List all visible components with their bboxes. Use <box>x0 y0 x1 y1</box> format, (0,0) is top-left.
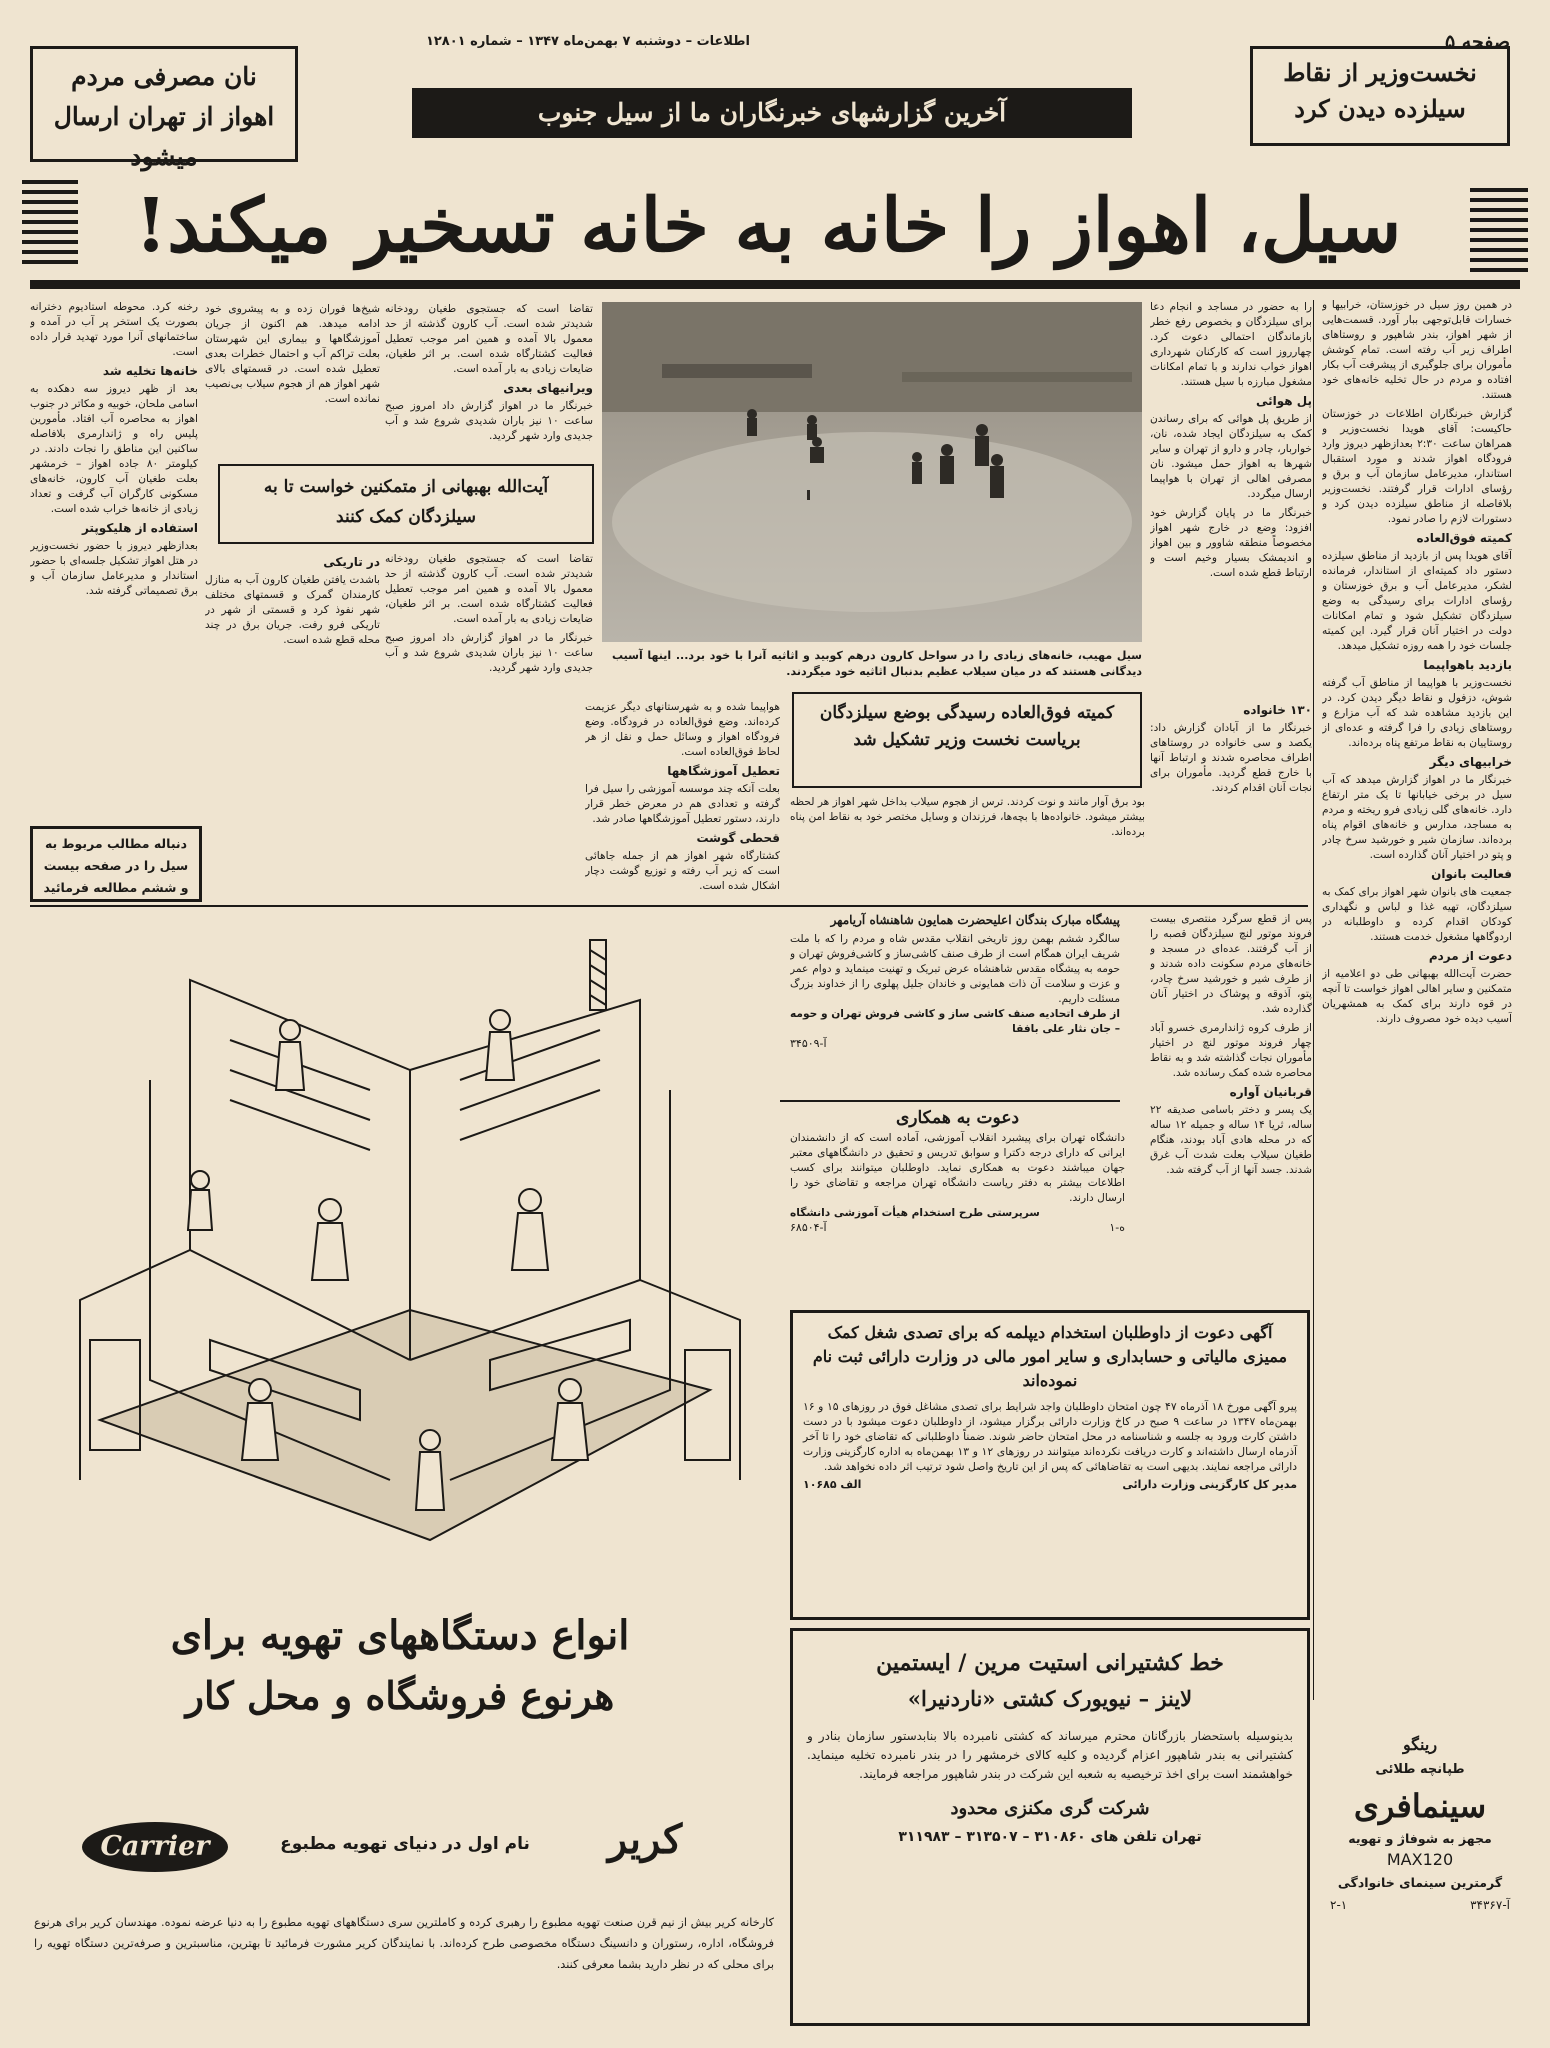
column-divider <box>1313 300 1314 1700</box>
invite-code-left: آ-۶۸۵۰۴ <box>790 1221 827 1234</box>
cinemafery-ad <box>1330 1735 1510 2025</box>
shipping-line-ad <box>790 1628 1310 2026</box>
cinema-code-right: آ-۳۴۳۶۷ <box>1470 1898 1510 1912</box>
shipping-phones: تهران تلفن های ۳۱۰۸۶۰ – ۳۱۳۵۰۷ – ۳۱۱۹۸۳ <box>898 1829 1202 1845</box>
subhead-air-bridge: پل هوائی <box>1256 394 1312 408</box>
subhead-further-ruin: ویرانیهای بعدی <box>503 381 593 395</box>
section-rule <box>30 905 1308 907</box>
carrier-brand-fa: کریر <box>607 1816 683 1863</box>
felicitation-signature: از طرف اتحادیه صنف کاشی ساز و کاشی فروش تهران و حومه – جان نثار علی بافقا <box>790 1008 1120 1035</box>
felicitation-ad <box>790 912 1120 1097</box>
felicitation-body: سالگرد ششم بهمن روز تاریخی انقلاب مقدس شاه و مردم را که با ملت شریف ایران همگام است از طرف صنف کاشی‌ساز و کاشی‌فروش تهران و حومه به پیشگاه مقدس شاهنشاه عرض تبریک و تهنیت مینماید و دوام عمر و عزت و سلامت آن ذات همایونی و خاندان جلیل پهلوی را از خداوند بزرگ مسئلت داریم. <box>790 933 1120 1005</box>
subhead-130-families: ۱۳۰ خانواده <box>1243 703 1312 717</box>
cinema-line1: طپانچه طلائی <box>1375 1762 1465 1777</box>
carrier-body: کارخانه کریر بیش از نیم قرن صنعت تهویه مطبوع را رهبری کرده و کاملترین سری دستگاههای تهویه مطبوع را به دنیا عرضه نموده. مهندسان کریر برای هرنوع فروشگاه، اداره، رستوران و دانسینگ دستگاه مخصوصی طرح کرده‌اند. با نمایندگان کریر مشورت فرمائید تا بهترین، مناسبترین و صرفه‌ترین دستگاه تهویه را برای محلی که در نظر دارید بشما معرفی کنند. <box>34 1916 774 1971</box>
cinema-brand: رینگو <box>1402 1735 1438 1754</box>
invite-code-right: ه-۱ <box>1109 1221 1125 1234</box>
article-column-3: تقاضا است که جستجوی طغیان رودخانه شدیدتر شده است. آب کارون گذشته از حد معمول بالا آمده و همین امر موجب تعطیل فعالیت کشتارگاه شده است. بر اثر طغیان، ضایعات زیادی به بار آمده است. ویرانیهای بعدی خبرنگار ما در اهواز گزارش داد امروز صبح ساعت ۱۰ نیز باران شدیدی شروع شد و آب جدیدی وارد شهر گردید. <box>385 303 593 442</box>
committee-formed-box: کمیته فوق‌العاده رسیدگی بوضع سیلزدگان بریاست نخست وزیر تشکیل شد <box>792 692 1142 788</box>
flood-photo <box>602 302 1142 642</box>
article-column-4: شیخ‌ها فوران زده و به پیشروی خود ادامه میدهد. هم اکنون از جریان آموزشگاهها و بیماری این شهرستان بعلت تراکم آب و احتمال خطرات بعدی تعطیل شده است. در قسمتهای بالای شهر اهواز هم از هجوم سیلاب بی‌نصیب نمانده است. <box>205 303 380 405</box>
recruit-body: پیرو آگهی مورخ ۱۸ آذرماه ۴۷ چون امتحان داوطلبان واجد شرایط برای تصدی مشاغل فوق در روزهای ۱۵ و ۱۶ بهمن‌ماه ۱۳۴۷ در ساعت ۹ صبح در کاخ وزارت دارائی برگزار میشود، از داوطلبان دعوت میشود با در دست داشتن کارت ورود به جلسه و شناسنامه در محل امتحان حاضر شوند. ضمناً داوطلبانی که تقاضای خود را تا آخر آذرماه ارسال داشته‌اند و کارت دریافت نکرده‌اند میتوانند در روزهای ۱۲ و ۱۳ بهمن‌ماه به اداره کارگزینی وزارت دارائی مراجعه نمایند. بدیهی است به تقاضاهائی که پس از این تاریخ واصل شود ترتیب اثر داده نخواهد شد. <box>803 1400 1298 1473</box>
article-column-3b: تقاضا است که جستجوی طغیان رودخانه شدیدتر شده است. آب کارون گذشته از حد معمول بالا آمده و همین امر موجب تعطیل فعالیت کشتارگاه شده است. بر اثر طغیان، ضایعات زیادی به بار آمده است. خبرنگار ما در اهواز گزارش داد امروز صبح ساعت ۱۰ نیز باران شدیدی شروع شد و آب جدیدی وارد شهر گردید. <box>385 553 593 674</box>
headline-stripes-left <box>22 180 78 266</box>
finance-recruitment-ad <box>790 1310 1310 1620</box>
subhead-aerial-visit: بازدید باهواپیما <box>1423 658 1512 672</box>
carrier-illustration <box>30 920 770 1560</box>
invite-title: دعوت به همکاری <box>895 1108 1020 1128</box>
cinema-line2: مجهز به شوفاژ و تهویه <box>1348 1831 1492 1846</box>
ayatollah-appeal-box: آیت‌الله بهبهانی از متمکنین خواست تا به سیلزدگان کمک کنند <box>218 464 594 544</box>
store-interiors-drawing <box>30 920 770 1560</box>
mid-column-right: بود برق آوار مانند و نوت کردند. ترس از هجوم سیلاب بداخل شهر اهواز هر لحظه بیشتر میشود. خانواده‌ها با بچه‌ها، فرزندان و وسایل مختصر خود به نقاط امن پناه برده‌اند. <box>790 796 1145 838</box>
shipping-subtitle: لاینز – نیویورک کشتی «ناردنیرا» <box>907 1686 1193 1711</box>
mid-column-left: هواپیما شده و به شهرستانهای دیگر عزیمت کرده‌اند. وضع فوق‌العاده در فرودگاه. وضع فرودگاه اهواز و وسائل حمل و نقل از هر لحاظ فوق‌العاده است. تعطیل آموزشگاهها بعلت آنکه چند موسسه آموزشی را سیل فرا گرفته و تعدادی هم در معرض خطر قرار دارند، دستور تعطیل آموزشگاهها صادر شد. قحطی گوشت کشتارگاه شهر اهواز هم از جمله جاهائی است که زیر آب رفته و توزیع گوشت دچار اشکال شده است. <box>585 701 780 892</box>
subhead-call-to-people: دعوت از مردم <box>1428 949 1512 963</box>
subhead-women-activity: فعالیت بانوان <box>1431 867 1512 881</box>
subhead-helicopter: استفاده از هلیکوپتر <box>81 521 198 535</box>
cinema-model: MAX120 <box>1386 1850 1454 1869</box>
invite-signature: سرپرستی طرح استخدام هیأت آموزشی دانشگاه <box>790 1207 1040 1219</box>
article-column-6: پس از قطع سرگرد منتصری بیست فروند موتور لنچ سیلزدگان قصبه را از آب گرفتند. عده‌ای در مسجد و خانه‌های مردم سکونت داده شدند و از طرف شیر و خورشید سرخ چادر، پتو، آذوقه و پوشاک در اختیار آنان گذارده شد. از طرف کروه ژاندارمری خسرو آباد چهار فروند موتور لنچ در اختیار مأموران نجات گذاشته شد و به نقاط محاصره شده کمک رسانده شد. قربانیان آواره یک پسر و دختر باسامی صدیقه ۲۲ ساله، ثریا ۱۴ ساله و جمیله ۱۲ ساله که در محله هادی آباد بودند، هنگام طغیان سیلاب بعلت شدت آب غرق شدند. جسد آنها از آب گرفته شد. <box>1150 913 1312 1176</box>
cinema-line3: گرمترین سینمای خانوادگی <box>1337 1875 1503 1890</box>
headline-rule <box>30 280 1520 289</box>
article-column-2: را به حضور در مساجد و انجام دعا برای سیلزدگان و بخصوص رفع خطر بازماندگان احتمالی دعوت کرد. چهارروز است که کارکنان شهرداری اهواز خواب ندارند و با تمام امکانات مشغول مبارزه با سیل هستند. پل هوائی از طریق پل هوائی که برای رساندن کمک به سیلزدگان ایجاد شده، نان، خواربار، چادر و دارو از تهران و سایر شهرها به اهواز حمل میشود. نان مصرفی اهالی از تهران با هواپیما ارسال میگردد. خبرنگار ما در پایان گزارش خود افزود: وضع در خارج شهر اهواز مخصوصاً منطقه شاوور و بین اهواز و اندیمشک بسیار وخیم است و ارتباط قطع شده است. <box>1150 301 1312 579</box>
recruit-code: الف ۱۰۶۸۵ <box>803 1478 862 1491</box>
subhead-other-damage: خرابیهای دیگر <box>1429 755 1512 769</box>
carrier-tagline: نام اول در دنیای تهویه مطبوع <box>280 1834 530 1854</box>
subhead-displaced: قربانیان آواره <box>1229 1085 1312 1099</box>
carrier-logo: Carrier <box>82 1822 228 1872</box>
cinema-code-left: ۲-۱ <box>1330 1898 1348 1912</box>
shipping-company: شرکت گری مکنزی محدود <box>950 1798 1150 1819</box>
carrier-headline-1: انواع دستگاههای تهویه برای <box>170 1612 630 1659</box>
shipping-title: خط کشتیرانی استیت مرین / ایستمین <box>876 1650 1224 1676</box>
reports-banner: آخرین گزارشهای خبرنگاران ما از سیل جنوب <box>412 88 1132 138</box>
shipping-body: بدینوسیله باستحضار بازرگانان محترم میرساند که کشتی نامبرده بالا بنابدستور سازمان بنادر و کشتیرانی به بندر شاهپور اعزام گردیده و کلیه کالای خرمشهر را در بندر نامبرده تخلیه مینماید. خواهشمند است برای اخذ ترخیصیه به شعبه این شرکت در بندر شاهپور مراجعه فرمایند. <box>807 1729 1293 1781</box>
carrier-headline-2: هرنوع فروشگاه و محل کار <box>185 1673 615 1718</box>
cinema-name: سینمافری <box>1353 1787 1487 1825</box>
pm-visit-box: نخست‌وزیر از نقاط سیلزده دیدن کرد <box>1250 46 1510 146</box>
felicitation-code: آ-۳۴۵۰۹ <box>790 1037 827 1050</box>
photo-caption: سیل مهیب، خانه‌های زیادی را در سواحل کارون درهم کوبید و اثاثیه آنرا با خود برد... اینها آسیب دیدگانی هستند که در میان سیلاب عظیم بدنبال اثاثیه خود میگردند. <box>612 649 1142 678</box>
headline-stripes-right <box>1470 188 1528 274</box>
bread-supply-box: نان مصرفی مردم اهواز از تهران ارسال میشود <box>30 46 298 162</box>
flood-photo-image <box>602 302 1142 642</box>
main-headline: سیل، اهواز را خانه به خانه تسخیر میکند! <box>134 183 1402 269</box>
article-column-4b: در تاریکی باشدت یافتن طغیان کارون آب به منازل کارمندان گمرک و قسمتهای مختلف شهر نفوذ کرد و قسمتی از شهر در تاریکی فرو رفت. جریان برق در چند محله قطع شده است. <box>205 555 380 646</box>
ad-rule <box>780 1100 1120 1102</box>
subhead-schools-closed: تعطیل آموزشگاهها <box>667 764 780 778</box>
university-invite-ad <box>790 1105 1125 1305</box>
continued-on-page-26-box: دنباله مطالب مربوط به سیل را در صفحه بیست و ششم مطالعه فرمائید <box>30 826 202 902</box>
article-column-1: در همین روز سیل در خوزستان، خرابیها و خسارات قابل‌توجهی ببار آورد. قسمت‌هایی از شهر اهواز، بندر شاهپور و روستاهای اطراف زیر آب رفته است. تمام کوشش مأموران برای جلوگیری از پیشرفت آب بکار افتاده و مردم در حال تخلیه خانه‌های خود هستند. گزارش خبرنگاران اطلاعات در خوزستان حاکیست: آقای هویدا نخست‌وزیر و همراهان ساعت ۲:۳۰ بعدازظهر دیروز وارد فرودگاه اهواز شدند و مورد استقبال استاندار، مدیرعامل سازمان آب و برق و رؤسای ادارات قرار گرفتند. نخست‌وزیر بلافاصله از مناطق سیلزده دیدن کرد و دستورات لازم را صادر نمود. کمیته فوق‌العاده آقای هویدا پس از بازدید از مناطق سیلزده دستور داد کمیته‌ای از استاندار، فرمانده لشکر، مدیرعامل آب و برق خوزستان و رؤسای ادارات برای رسیدگی به وضع سیلزدگان تشکیل شود و تمام امکانات دولت در اختیار آنان قرار گیرد. این کمیته جلسات خود را همه روزه تشکیل میدهد. بازدید باهواپیما نخست‌وزیر با هواپیما از مناطق آب گرفته شوش، دزفول و نقاط دیگر دیدن کرد. در این بازدید مشاهده شد که آب مزارع و روستاهای زیادی را فرا گرفته و عده‌ای از روستاییان به نقاط مرتفع پناه برده‌اند. خرابیهای دیگر خبرنگار ما در اهواز گزارش میدهد که آب سیل در برخی خیابانها تا یک متر ارتفاع دارد. خانه‌های گلی زیادی فرو ریخته و مردم به مساجد، مدارس و خانه‌های اقوام پناه برده‌اند. سازمان شیر و خورشید سرخ چادر و پتو در اختیار آنان گذارده است. فعالیت بانوان جمعیت های بانوان شهر اهواز برای کمک به سیلزدگان، تهیه غذا و لباس و نگهداری کودکان اقدام کرده و داوطلبانه در اردوگاهها مشغول خدمت هستند. دعوت از مردم حضرت آیت‌الله بهبهانی طی دو اعلامیه از متمکنین و سایر اهالی اهواز خواست تا آنچه در قوه دارند برای کمک به همشهریان آسیب دیده خود مصروف دارند. <box>1322 299 1512 1025</box>
subhead-committee: کمیته فوق‌العاده <box>1416 531 1512 545</box>
invite-body: دانشگاه تهران برای پیشبرد انقلاب آموزشی، آماده است که از دانشمندان ایرانی که دارای درجه دکترا و سوابق تدریس و تحقیق در دانشگاههای معتبر جهان میباشند دعوت به همکاری نماید. داوطلبان میتوانند برای کسب اطلاعات بیشتر به دفتر ریاست دانشگاه تهران مراجعه و تقاضای خود را ارسال دارند. <box>790 1132 1125 1204</box>
recruit-signature: مدیر کل کارگزینی وزارت دارائی <box>1122 1478 1297 1491</box>
page-number: صفحه ۵ <box>1444 31 1510 53</box>
subhead-evacuated: خانه‌ها تخلیه شد <box>102 364 198 378</box>
subhead-meat-shortage: قحطی گوشت <box>696 831 780 845</box>
subhead-darkness: در تاریکی <box>323 555 380 569</box>
article-column-5: رخنه کرد. محوطه استادیوم دخترانه بصورت یک استخر پر آب در آمده و ساختمانهای آنرا مورد تهدید قرار داده است. خانه‌ها تخلیه شد بعد از ظهر دیروز سه دهکده به اسامی ملحان، خوبیه و مکاتر در جنوب اهواز به محاصره آب افتاد. مأمورین پلیس راه و ژاندارمری بلافاصله ساکنین این مناطق را نجات دادند. در کیلومتر ۸۰ جاده اهواز – خرمشهر بعلت طغیان آب کارون، خانه‌های مسکونی کارگران آب گرفت و تعداد زیادی از خانه‌ها خراب شده است. استفاده از هلیکوپتر بعدازظهر دیروز با حضور نخست‌وزیر در هتل اهواز تشکیل جلسه‌ای با حضور استاندار و مدیرعامل سازمان آب و برق تصمیماتی گرفته شد. <box>30 301 198 597</box>
recruit-title: آگهی دعوت از داوطلبان استخدام دیپلمه که برای تصدی شغل کمک ممیزی مالیاتی و حسابداری و سایر امور مالی در وزارت دارائی ثبت نام نموده‌اند <box>812 1323 1288 1390</box>
felicitation-title: پیشگاه مبارک بندگان اعلیحضرت همایون شاهنشاه آریامهر <box>830 913 1120 927</box>
article-column-6a: ۱۳۰ خانواده خبرنگار ما از آبادان گزارش داد: یکصد و سی خانواده در روستاهای اطراف محاصره شدند و ارتباط آنها با خارج قطع گردید. مأموران برای نجات آنان اقدام کردند. <box>1150 703 1312 794</box>
dateline: اطلاعات – دوشنبه ۷ بهمن‌ماه ۱۳۴۷ – شماره ۱۲۸۰۱ <box>425 34 750 49</box>
